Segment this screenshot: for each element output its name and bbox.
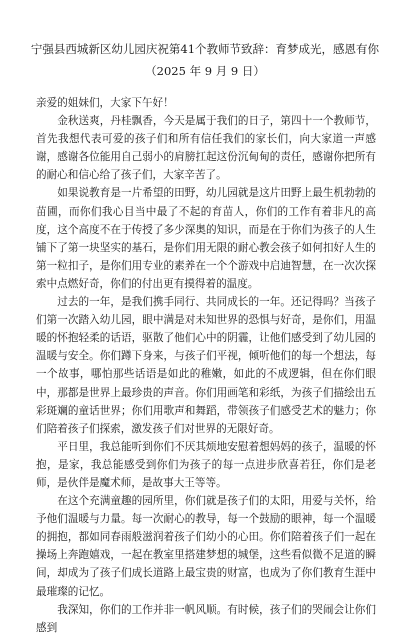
paragraph: 在这个充满童趣的园所里，你们就是孩子们的太阳，用爱与关怀，给予他们温暖与力量。每一次耐心的教导，每一个鼓励的眼神，每一个温暖的拥抱，都如同春雨般滋润着孩子们幼小的心田。你们陪着孩子们一起在操场上奔跑嬉戏，一起在教室里搭建梦想的城堡，这些看似微不足道的瞬间，却成为了孩子们成长道路上最宝贵的财富，也成为了你们教育生涯中最璀璨的记忆。	[36, 495, 376, 598]
paragraph: 如果说教育是一片希望的田野，幼儿园就是这片田野上最生机勃勃的苗圃，而你们我心目当中最了不起的育苗人，你们的工作有着非凡的高度，这个高度不在于传授了多少深奥的知识，而是在于你们为孩子的人生铺下了第一块坚实的基石，是你们用无限的耐心教会孩子如何扣好人生的第一粒扣子，是你们用专业的素养在一个个游戏中启迪智慧，在一次次探索中点燃好奇，你们的付出更有摸得着的温度。	[36, 187, 376, 290]
paragraph: 过去的一年，是我们携手同行、共同成长的一年。还记得吗？当孩子们第一次踏入幼儿园，眼中满是对未知世界的恐惧与好奇，是你们，用温暖的怀抱轻柔的话语，驱散了他们心中的阴霾，让他们感受到了幼儿园的温暖与安全。你们蹲下身来，与孩子们平视，倾听他们的每一个想法，每一个故事，哪怕那些话语是如此的稚嫩，如此的不成逻辑，但在你们眼中，那都是世界上最珍贵的声音。你们用画笔和彩纸，为孩子们描绘出五彩斑斓的童话世界；你们用歌声和舞蹈，带领孩子们感受艺术的魅力；你们陪着孩子们探索，激发孩子们对世界的无限好奇。	[36, 296, 376, 435]
paragraph: 平日里，我总能听到你们不厌其烦地安慰着想妈妈的孩子，温暖的怀抱，是家，我总能感受到你们为孩子的每一点进步欣喜若狂，你们是老师，是伙伴是魔术师，是故事大王等等。	[36, 440, 376, 489]
document-title: 宁强县西城新区幼儿园庆祝第41个教师节致辞：育梦成光，感恩有你	[30, 42, 380, 56]
paragraph: 我深知，你们的工作并非一帆风顺。有时候，孩子们的哭闹会让你们感到	[36, 603, 376, 634]
document-body	[36, 94, 376, 637]
paragraph: 金秋送爽，丹桂飘香，今天是属于我们的日子，第四十一个教师节，首先我想代表可爱的孩子们和所有信任我们的家长们，向大家道一声感谢，感谢各位能用自己弱小的肩膀扛起这份沉甸甸的责任，感谢你把所有的耐心和信心给了孩子们，大家辛苦了。	[36, 115, 376, 182]
greeting: 亲爱的姐妹们，大家下午好！	[36, 97, 174, 109]
document-date: （2025 年 9 月 9 日）	[145, 64, 265, 78]
